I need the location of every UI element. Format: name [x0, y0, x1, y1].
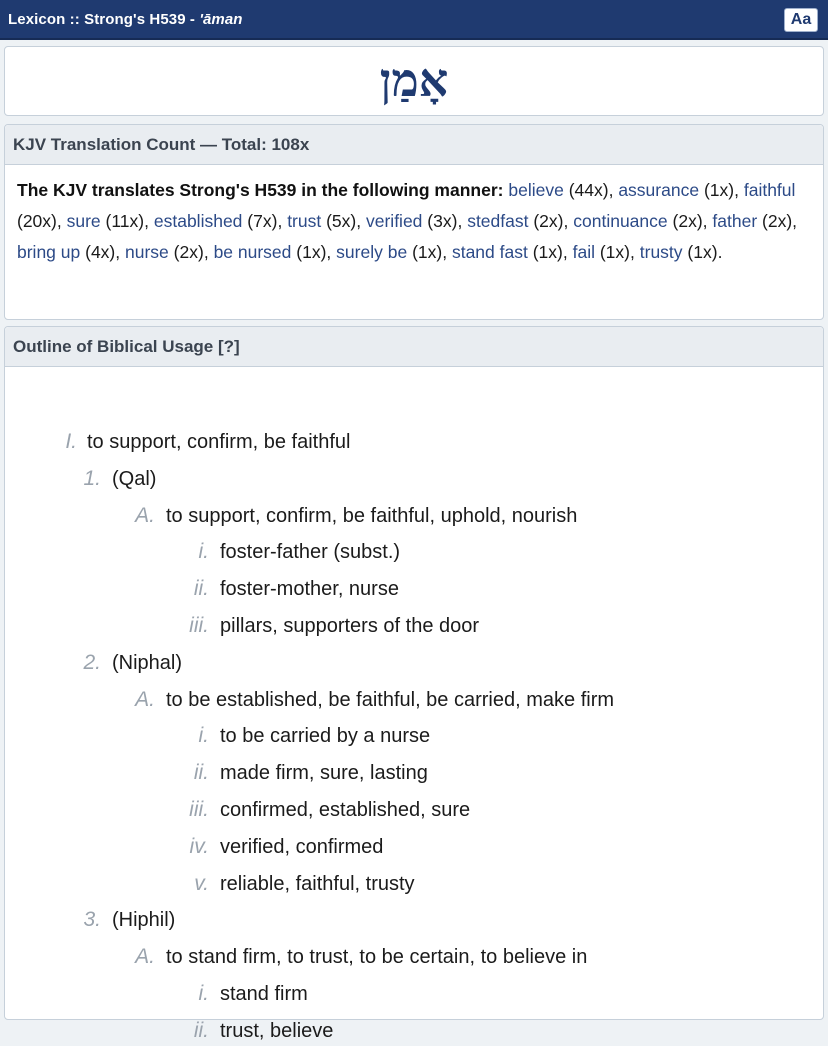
- kjv-translation-panel: [4, 124, 824, 320]
- outline-item-text: made firm, sure, lasting: [220, 762, 428, 784]
- title-transliteration: 'āman: [199, 11, 243, 28]
- kjv-translation-list: The KJV translates Strong's H539 in the following manner: believe (44x), assurance (1x), faithful (20x), sure (11x), established (7x), trust (5x), verified (3x), stedfast (2x), continuance (2x), father (2x), bring up (4x), nurse (2x), be nursed (1x), surely be (1x), stand fast (1x), fail (1x), trusty (1x).: [17, 180, 798, 262]
- kjv-translation-count: (4x): [85, 242, 116, 262]
- kjv-translation-count: (2x): [173, 242, 204, 262]
- kjv-translation-count: (20x): [17, 211, 57, 231]
- outline-item-text: trust, believe: [220, 1020, 334, 1042]
- outline-item-text: stand firm: [220, 983, 308, 1005]
- kjv-translation-count: (1x): [532, 242, 563, 262]
- kjv-translation-count: (11x): [105, 211, 145, 231]
- outline-item-number: i.: [198, 724, 209, 747]
- outline-item: [5, 427, 815, 457]
- kjv-translation-count: (5x): [326, 211, 357, 231]
- outline-item-text: pillars, supporters of the door: [220, 615, 480, 637]
- outline-item-text: verified, confirmed: [220, 836, 384, 858]
- outline-item: [5, 611, 815, 641]
- kjv-translation-count: (2x): [533, 211, 564, 231]
- outline-item-number: v.: [194, 872, 209, 895]
- kjv-translation-word[interactable]: surely be: [336, 242, 408, 262]
- outline-panel-header: [5, 327, 823, 367]
- kjv-translation-count: (7x): [247, 211, 278, 231]
- outline-item: [5, 685, 815, 715]
- kjv-translation-count: (44x): [568, 180, 609, 200]
- outline-item: [5, 464, 815, 494]
- title-prefix: Lexicon :: Strong's H539 -: [8, 11, 200, 28]
- outline-item: [5, 795, 815, 825]
- outline-item: [5, 758, 815, 788]
- outline-panel: [4, 326, 824, 1042]
- outline-item: [5, 869, 815, 899]
- outline-item-text: confirmed, established, sure: [220, 799, 471, 821]
- outline-item-number: ii.: [193, 761, 209, 784]
- kjv-translation-word[interactable]: faithful: [743, 180, 796, 200]
- outline-item-number: 3.: [83, 908, 101, 931]
- outline-item-number: iii.: [189, 798, 209, 821]
- outline-item: [5, 942, 815, 972]
- outline-item-number: 2.: [83, 651, 101, 674]
- outline-item: [5, 721, 815, 751]
- outline-item-number: A.: [135, 688, 155, 711]
- kjv-translation-word[interactable]: stand fast: [451, 242, 528, 262]
- outline-item-text: to be carried by a nurse: [220, 725, 431, 747]
- kjv-translation-word[interactable]: father: [712, 211, 758, 231]
- kjv-translation-word[interactable]: verified: [366, 211, 423, 231]
- outline-item-text: (Hiphil): [112, 909, 176, 931]
- outline-item-text: foster-mother, nurse: [220, 578, 399, 600]
- outline-item: [5, 979, 815, 1009]
- kjv-translation-count: (1x): [412, 242, 443, 262]
- outline-item-number: 1.: [83, 467, 101, 490]
- outline-item-text: foster-father (subst.): [220, 541, 401, 563]
- outline-item-text: to be established, be faithful, be carried, make firm: [166, 689, 615, 711]
- kjv-translation-count: (3x): [427, 211, 458, 231]
- kjv-translation-word[interactable]: sure: [66, 211, 101, 231]
- kjv-translation-word[interactable]: stedfast: [467, 211, 529, 231]
- outline-item-number: ii.: [193, 1019, 209, 1042]
- kjv-translation-count: (1x): [687, 242, 718, 262]
- kjv-translation-word[interactable]: trust: [287, 211, 322, 231]
- outline-item-text: to support, confirm, be faithful: [87, 431, 351, 453]
- outline-item-text: (Niphal): [112, 652, 183, 674]
- title-bar: [0, 0, 828, 40]
- outline-item-number: i.: [198, 982, 209, 1005]
- outline-item: [5, 905, 815, 935]
- kjv-panel-header: KJV Translation Count — Total: 108x: [5, 125, 823, 165]
- outline-item: [5, 648, 815, 678]
- outline-item: [5, 1016, 815, 1046]
- hebrew-word-panel: [4, 46, 824, 116]
- kjv-translation-word[interactable]: bring up: [17, 242, 81, 262]
- hebrew-word: אָמַן: [379, 53, 449, 107]
- outline-item-number: I.: [65, 430, 77, 453]
- outline-item-text: to stand firm, to trust, to be certain, to believe in: [166, 946, 588, 968]
- outline-item-number: i.: [198, 540, 209, 563]
- outline-item: [5, 832, 815, 862]
- outline-item: [5, 574, 815, 604]
- kjv-translation-word[interactable]: assurance: [618, 180, 700, 200]
- outline-item-text: reliable, faithful, trusty: [220, 873, 415, 895]
- kjv-translation-word[interactable]: nurse: [125, 242, 169, 262]
- kjv-translation-word[interactable]: be nursed: [213, 242, 292, 262]
- outline-item: [5, 501, 815, 531]
- outline-item-number: iv.: [189, 835, 209, 858]
- kjv-translation-word[interactable]: trusty: [639, 242, 683, 262]
- font-size-button[interactable]: Aa: [784, 8, 818, 32]
- kjv-translation-count: (1x): [703, 180, 735, 200]
- kjv-translation-count: (2x): [672, 211, 703, 231]
- outline-item-text: to support, confirm, be faithful, uphold, nourish: [166, 505, 578, 527]
- kjv-translation-word[interactable]: established: [153, 211, 243, 231]
- outline-item-number: iii.: [189, 614, 209, 637]
- outline-header-text: Outline of Biblical Usage [?]: [13, 337, 240, 356]
- outline-item: [5, 537, 815, 567]
- kjv-translation-word[interactable]: believe: [508, 180, 564, 200]
- kjv-translation-word[interactable]: continuance: [573, 211, 668, 231]
- kjv-translation-word[interactable]: fail: [572, 242, 595, 262]
- kjv-translation-count: (1x): [296, 242, 327, 262]
- outline-item-text: (Qal): [112, 468, 157, 490]
- outline-item-number: ii.: [193, 577, 209, 600]
- outline-item-number: A.: [135, 945, 155, 968]
- outline-item-number: A.: [135, 504, 155, 527]
- kjv-lead-text: The KJV translates Strong's H539 in the following manner:: [17, 180, 504, 200]
- window-title: [8, 11, 243, 28]
- kjv-translation-count: (2x): [762, 211, 793, 231]
- kjv-translation-count: (1x): [599, 242, 630, 262]
